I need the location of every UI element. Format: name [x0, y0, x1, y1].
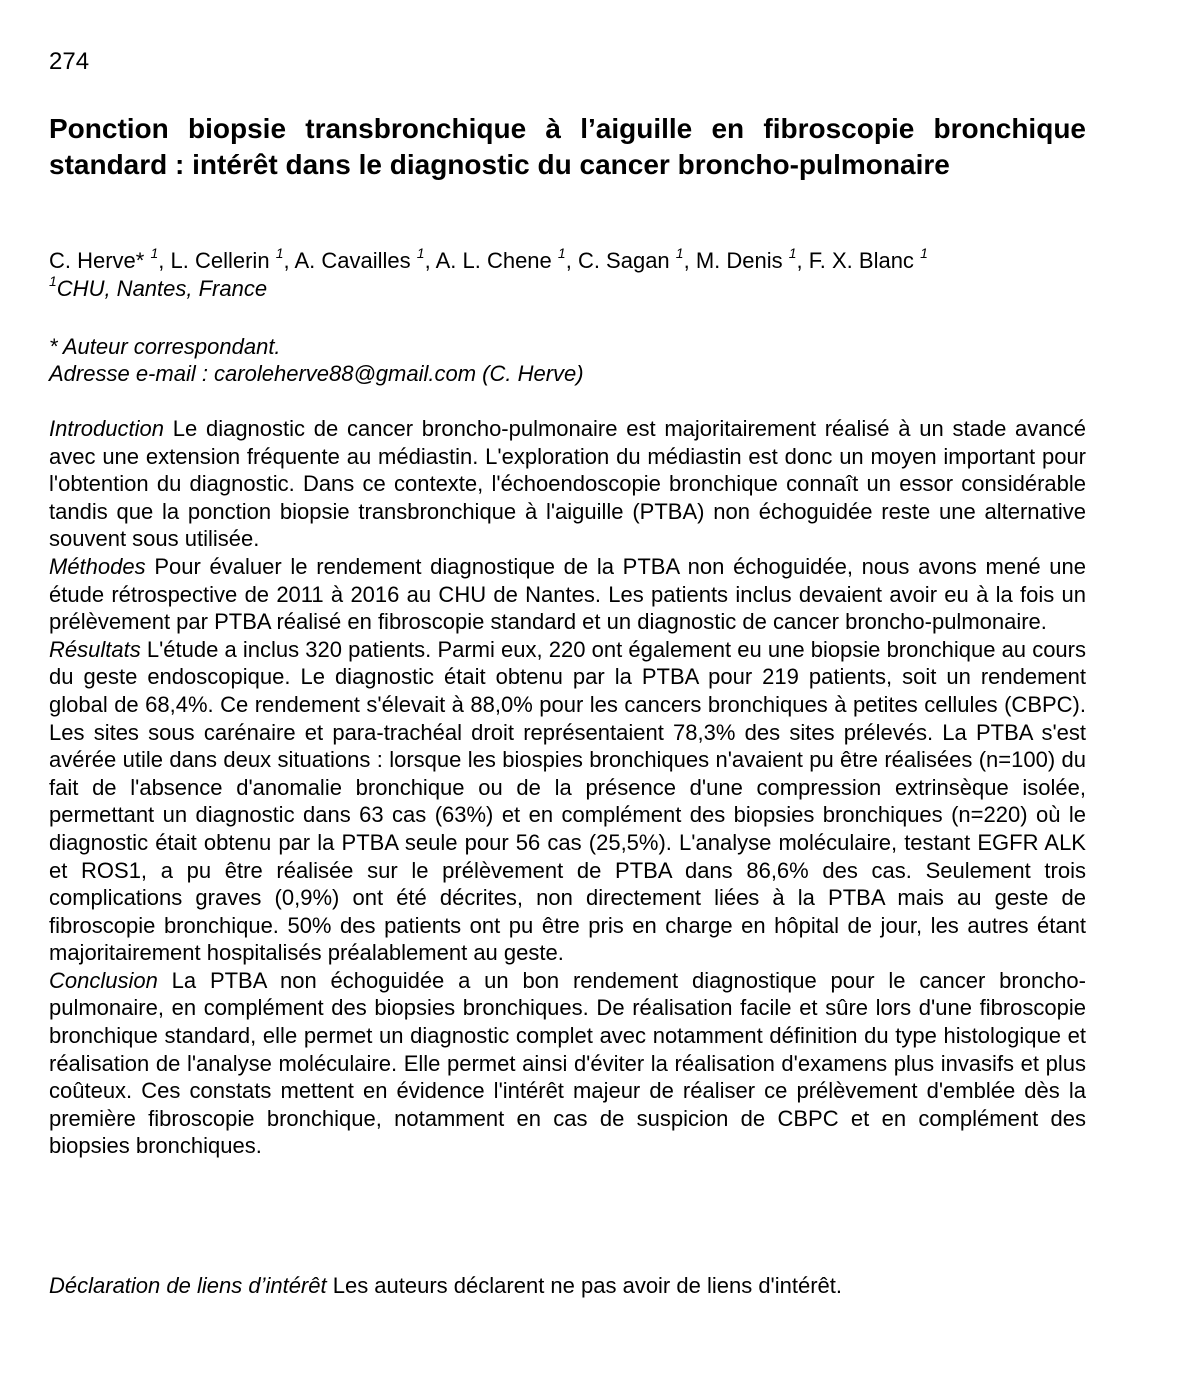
article-title: Ponction biopsie transbronchique à l’aiguille en fibroscopie bronchique standard : intérêt dans le diagnostic du cancer broncho-pulmonaire: [49, 113, 1086, 180]
affiliation-marker: 1: [275, 244, 284, 261]
conclusion-text: La PTBA non échoguidée a un bon rendement diagnostique pour le cancer broncho-pulmonaire, en complément des biopsies bronchiques. De réalisation facile et sûre lors d'une fibroscopie bronchique standard, elle permet un diagnostic complet avec notamment définition du type histologique et réalisation de l'analyse moléculaire. Elle permet ainsi d'éviter la réalisation d'examens plus invasifs et plus coûteux. Ces constats mettent en évidence l'intérêt majeur de réaliser ce prélèvement d'emblée dès la première fibroscopie bronchique, notamment en cas de suspicion de CBPC et en complément des biopsies bronchiques.: [49, 967, 1086, 1159]
introduction-label: Introduction: [49, 416, 164, 441]
corresponding-author-note: * Auteur correspondant.: [49, 334, 281, 359]
methodes-paragraph: [49, 553, 1086, 636]
conclusion-paragraph: [49, 967, 1086, 1160]
author: L. Cellerin $^1$,: [170, 244, 295, 273]
email-line: Adresse e-mail : caroleherve88@gmail.com (C. Herve): [49, 361, 584, 386]
affiliation-marker: 1: [416, 244, 425, 261]
author: C. Herve* $^1$,: [49, 244, 171, 273]
affiliation: [49, 272, 1086, 303]
page-number: 274: [49, 48, 90, 75]
affiliation-marker: 1: [557, 244, 566, 261]
author: F. X. Blanc $^1$: [808, 244, 928, 273]
author: A. Cavailles $^1$,: [294, 244, 436, 273]
correspondence-block: [49, 333, 1086, 387]
methodes-label: Méthodes: [49, 553, 146, 579]
affiliation-marker: 1: [920, 244, 928, 261]
affiliation-marker: 1: [150, 244, 159, 261]
abstract-body: [49, 415, 1086, 1160]
affiliation-text: CHU, Nantes, France: [56, 276, 268, 301]
methodes-text: Pour évaluer le rendement diagnostique de la PTBA non échoguidée, nous avons mené une étude rétrospective de 2011 à 2016 au CHU de Nantes. Les patients inclus devaient avoir eu à la fois un prélèvement par PTBA réalisé en fibroscopie standard et un diagnostic de cancer broncho-pulmonaire.: [49, 553, 1086, 635]
conflict-of-interest-statement: [49, 1272, 1086, 1300]
author: M. Denis $^1$,: [695, 244, 809, 273]
conclusion-label: Conclusion: [49, 967, 158, 993]
affiliation-marker: 1: [675, 244, 684, 261]
disclosure-text: Les auteurs déclarent ne pas avoir de liens d'intérêt.: [326, 1273, 843, 1298]
resultats-paragraph: [49, 636, 1086, 967]
resultats-label: Résultats: [49, 636, 141, 662]
resultats-text: L'étude a inclus 320 patients. Parmi eux, 220 ont également eu une biopsie bronchique au cours du geste endoscopique. Le diagnostic était obtenu par la PTBA pour 219 patients, soit un rendement global de 68,4%. Ce rendement s'élevait à 88,0% pour les cancers bronchiques à petites cellules (CBPC). Les sites sous carénaire et para-trachéal droit représentaient 78,3% des sites prélevés. La PTBA s'est avérée utile dans deux situations : lorsque les biospies bronchiques n'avaient pu être réalisées (n=100) du fait de l'absence d'anomalie bronchique ou de la présence d'une compression extrinsèque isolée, permettant un diagnostic dans 63 cas (63%) et en complément des biopsies bronchiques (n=220) où le diagnostic était obtenu par la PTBA seule pour 56 cas (25,5%). L'analyse moléculaire, testant EGFR ALK et ROS1, a pu être réalisée sur le prélèvement de PTBA dans 86,6% des cas. Seulement trois complications graves (0,9%) ont été décrites, non directement liées à la PTBA mais au geste de fibroscopie bronchique. 50% des patients ont pu être pris en charge en hôpital de jour, les autres étant majoritairement hospitalisés préalablement au geste.: [49, 636, 1086, 966]
disclosure-label: Déclaration de liens d’intérêt: [49, 1273, 327, 1298]
author-list: [49, 244, 1086, 275]
author: C. Sagan $^1$,: [577, 244, 696, 273]
introduction-text: Le diagnostic de cancer broncho-pulmonaire est majoritairement réalisé à un stade avancé avec une extension fréquente au médiastin. L'exploration du médiastin est donc un moyen important pour l'obtention du diagnostic. Dans ce contexte, l'échoendoscopie bronchique connaît un essor considérable tandis que la ponction biopsie transbronchique à l'aiguille (PTBA) non échoguidée reste une alternative souvent sous utilisée.: [49, 416, 1086, 552]
author: A. L. Chene $^1$,: [435, 244, 578, 273]
introduction-paragraph: [49, 415, 1086, 553]
affiliation-marker: 1: [788, 244, 797, 261]
affiliation-number: 1: [49, 272, 57, 289]
author-block: [49, 244, 1086, 303]
